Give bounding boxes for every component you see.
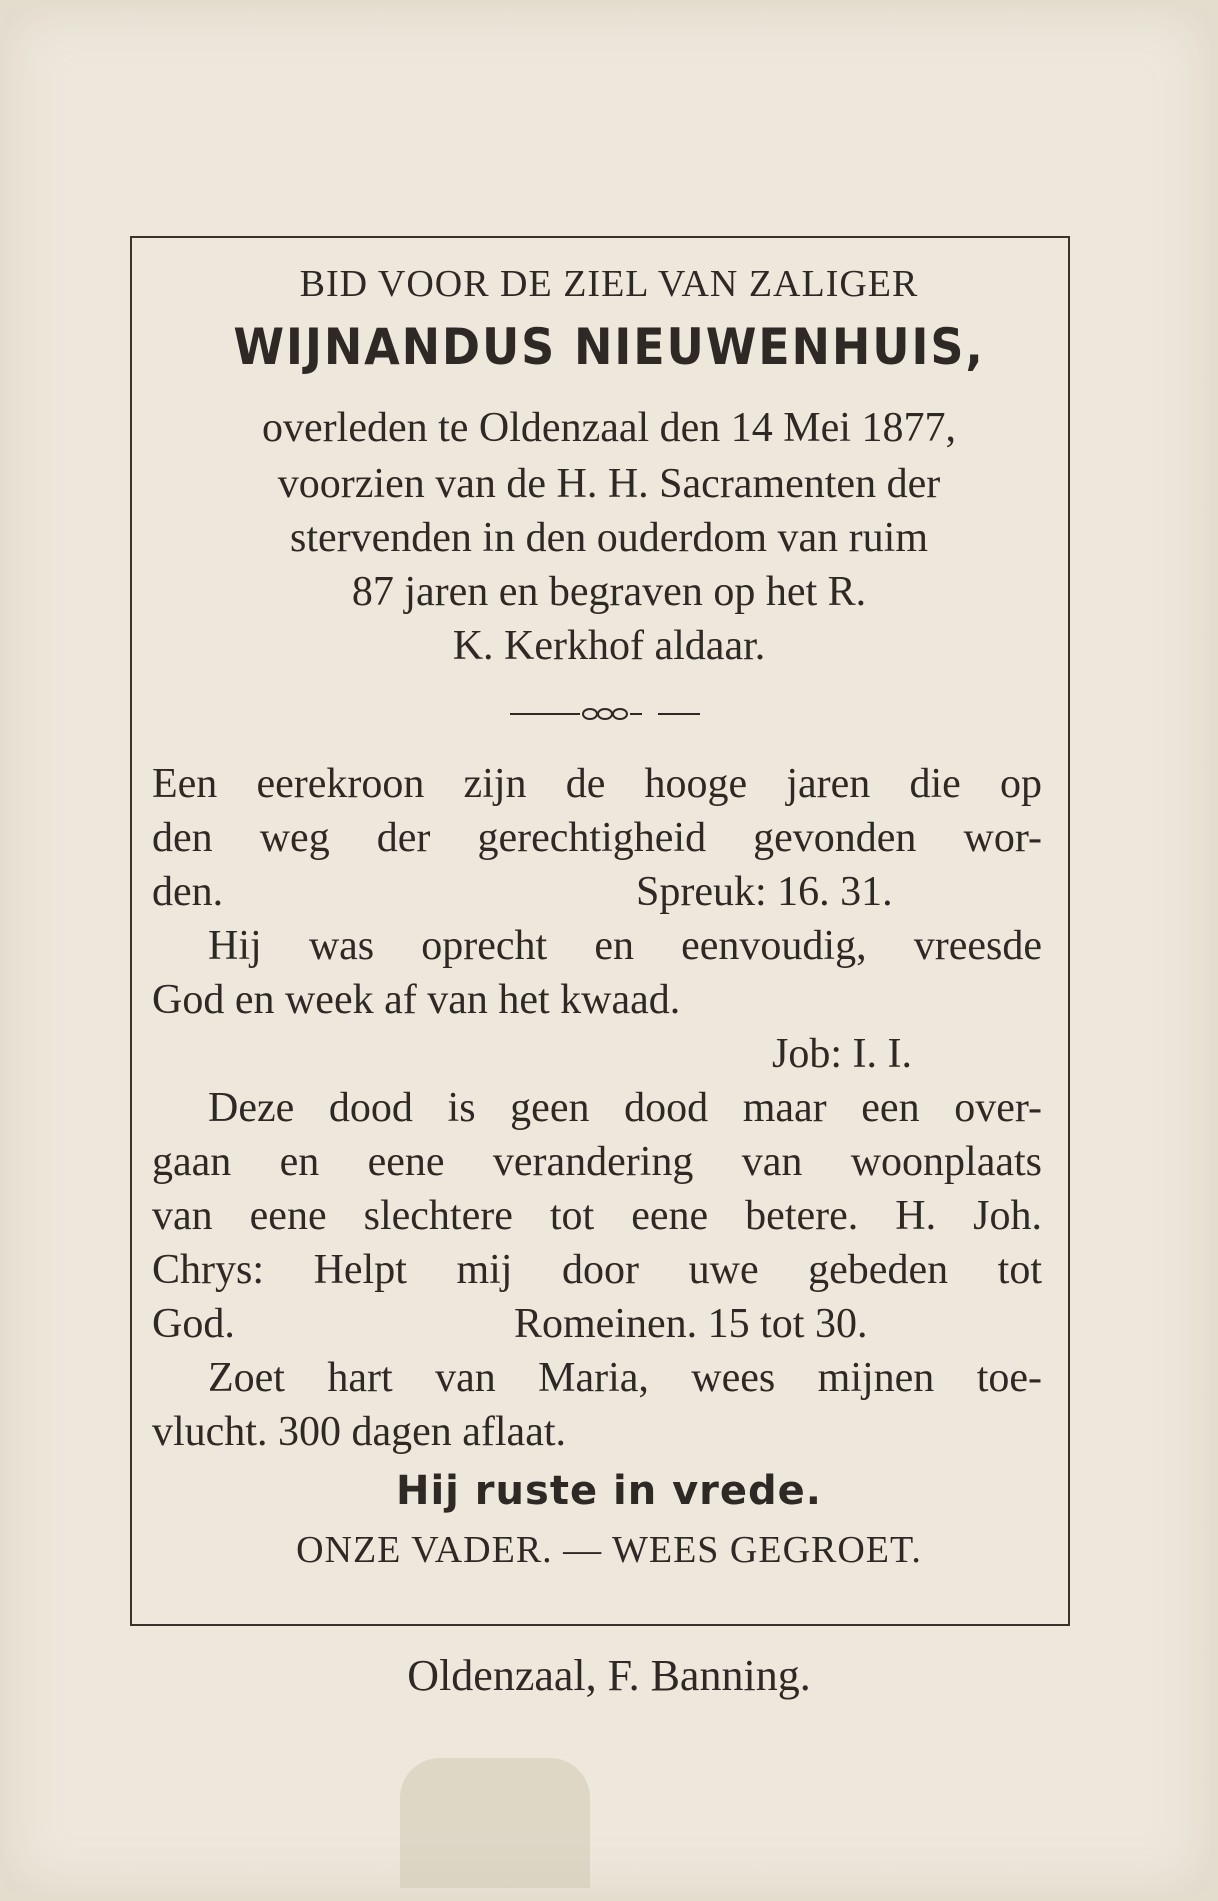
- printer-imprint: Oldenzaal, F. Banning.: [407, 1651, 811, 1700]
- closing-line: Hij ruste in vrede.: [395, 1468, 822, 1514]
- verse-line: Deze dood is geen dood maar een over-: [208, 1085, 1042, 1131]
- verse-line: vlucht. 300 dagen aflaat.: [152, 1409, 567, 1455]
- obituary-line: K. Kerkhof aldaar.: [452, 623, 766, 669]
- ornament-divider: [510, 706, 700, 722]
- verse-line: Chrys: Helpt mij door uwe gebeden tot: [152, 1247, 1042, 1293]
- verse-line: gaan en eene verandering van woonplaats: [152, 1139, 1042, 1185]
- verse-reference: Job: I. I.: [772, 1031, 912, 1077]
- verse-line: Een eerekroon zijn de hooge jaren die op: [152, 761, 1042, 807]
- verse-line: God.: [152, 1301, 235, 1347]
- verse-line: Hij was oprecht en eenvoudig, vreesde: [208, 923, 1042, 969]
- card-heading: BID VOOR DE ZIEL VAN ZALIGER: [299, 263, 919, 305]
- verse-line: Zoet hart van Maria, wees mijnen toe-: [208, 1355, 1042, 1401]
- verse-line: den.: [152, 869, 224, 915]
- paper-stain: [400, 1758, 590, 1888]
- verse-reference: Spreuk: 16. 31.: [636, 869, 893, 915]
- verse-line: den weg der gerechtigheid gevonden wor-: [152, 815, 1042, 861]
- prayers-line: ONZE VADER. — WEES GEGROET.: [296, 1529, 922, 1571]
- obituary-line: stervenden in den ouderdom van ruim: [290, 515, 928, 561]
- obituary-line: 87 jaren en begraven op het R.: [351, 569, 867, 615]
- verse-line: van eene slechtere tot eene betere. H. Joh.: [152, 1193, 1042, 1239]
- deceased-name: WIJNANDUS NIEUWENHUIS,: [233, 318, 985, 376]
- verse-line: God en week af van het kwaad.: [152, 977, 681, 1023]
- obituary-line: voorzien van de H. H. Sacramenten der: [277, 461, 941, 507]
- verse-reference: Romeinen. 15 tot 30.: [514, 1301, 868, 1347]
- obituary-line: overleden te Oldenzaal den 14 Mei 1877,: [262, 405, 956, 451]
